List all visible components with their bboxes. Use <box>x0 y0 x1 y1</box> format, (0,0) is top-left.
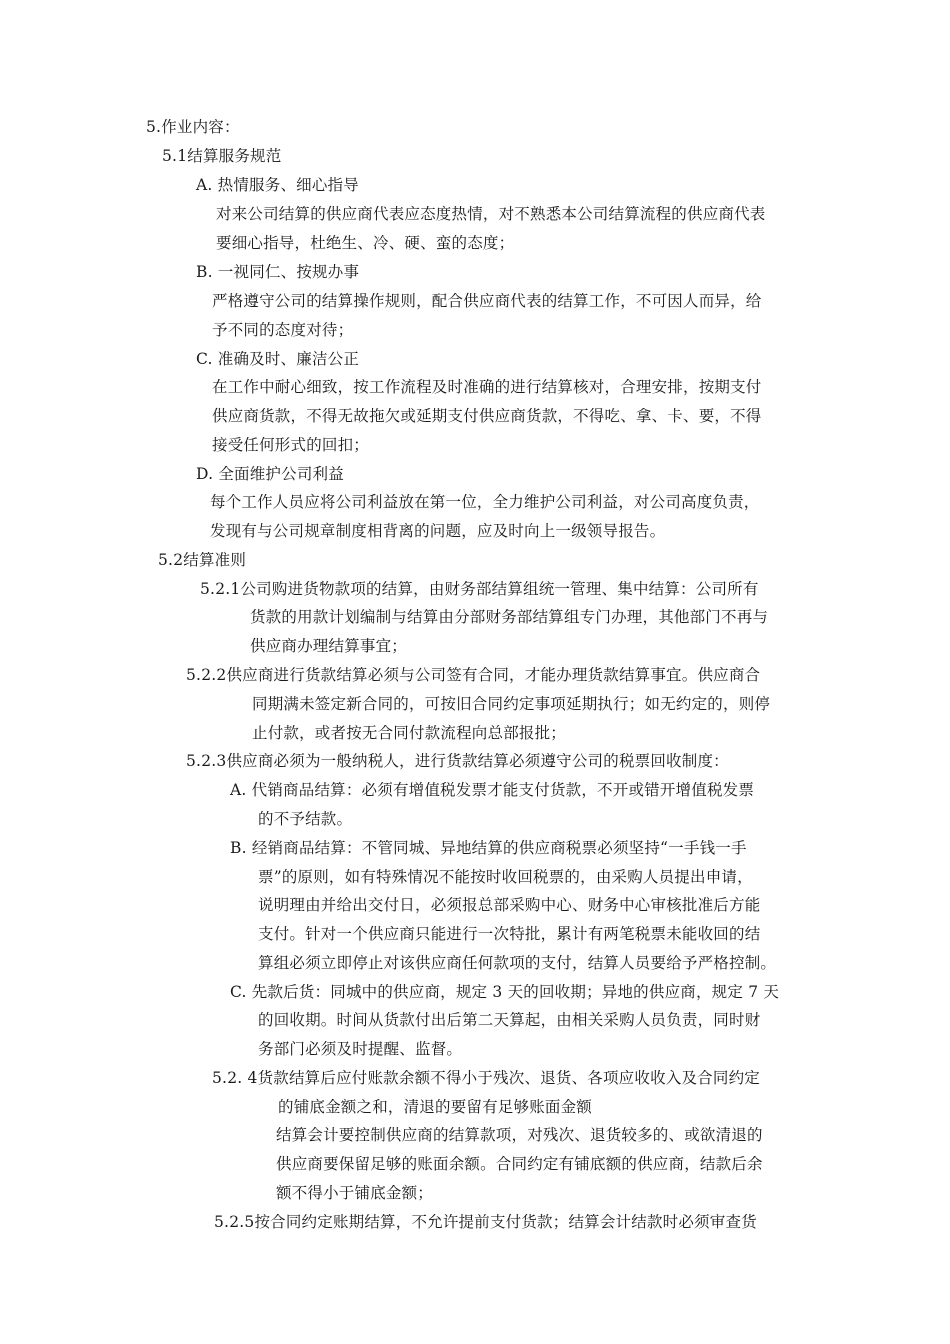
rule-5-2-2-line: 5.2.2供应商进行货款结算必须与公司签有合同，才能办理货款结算事宜。供应商合 <box>186 666 761 684</box>
rule-5-2-3-c-line: C. 先款后货：同城中的供应商，规定 3 天的回收期；异地的供应商，规定 7 天 <box>230 983 780 1001</box>
rule-5-2-3-b-line: 支付。针对一个供应商只能进行一次特批，累计有两笔税票未能收回的结 <box>258 925 761 943</box>
rule-5-2-2-line: 同期满未签定新合同的，可按旧合同约定事项延期执行；如无约定的，则停 <box>252 695 771 713</box>
rule-5-2-2-line: 止付款，或者按无合同付款流程向总部报批； <box>252 724 567 742</box>
rule-5-2-4-line: 结算会计要控制供应商的结算款项，对残次、退货较多的、或欲清退的 <box>276 1126 763 1144</box>
item-a-title: A. 热情服务、细心指导 <box>196 176 359 194</box>
item-b-line: 严格遵守公司的结算操作规则，配合供应商代表的结算工作，不可因人而异，给 <box>212 292 762 310</box>
rule-5-2-1-line: 5.2.1公司购进货物款项的结算，由财务部结算组统一管理、集中结算：公司所有 <box>200 580 759 598</box>
rule-5-2-3-b-line: 票”的原则，如有特殊情况不能按时收回税票的，由采购人员提出申请， <box>258 868 753 886</box>
rule-5-2-4-line: 额不得小于铺底金额； <box>276 1184 434 1202</box>
item-d-line: 每个工作人员应将公司利益放在第一位，全力维护公司利益，对公司高度负责， <box>210 493 760 511</box>
rule-5-2-3-a-line: A. 代销商品结算：必须有增值税发票才能支付货款，不开或错开增值税发票 <box>230 781 755 799</box>
section-title: 5.作业内容： <box>146 118 240 136</box>
rule-5-2-3-b-line: 算组必须立即停止对该供应商任何款项的支付，结算人员要给予严格控制。 <box>258 954 777 972</box>
rule-5-2-5-line: 5.2.5按合同约定账期结算，不允许提前支付货款；结算会计结款时必须审查货 <box>214 1213 757 1231</box>
item-b-line: 予不同的态度对待； <box>212 321 354 339</box>
heading-5-2: 5.2结算准则 <box>158 551 247 569</box>
rule-5-2-4-line: 的铺底金额之和，清退的要留有足够账面金额 <box>278 1098 593 1116</box>
rule-5-2-1-line: 供应商办理结算事宜； <box>250 637 408 655</box>
item-a-line: 对来公司结算的供应商代表应态度热情，对不熟悉本公司结算流程的供应商代表 <box>216 205 766 223</box>
item-d-title: D. 全面维护公司利益 <box>196 465 344 483</box>
item-d-line: 发现有与公司规章制度相背离的问题，应及时向上一级领导报告。 <box>210 522 666 540</box>
rule-5-2-3-title: 5.2.3供应商必须为一般纳税人，进行货款结算必须遵守公司的税票回收制度： <box>186 752 729 770</box>
rule-5-2-4-line: 5.2. 4货款结算后应付账款余额不得小于残次、退货、各项应收收入及合同约定 <box>212 1069 760 1087</box>
heading-5-1: 5.1结算服务规范 <box>162 147 282 165</box>
rule-5-2-4-line: 供应商要保留足够的账面余额。合同约定有铺底额的供应商，结款后余 <box>276 1155 763 1173</box>
item-b-title: B. 一视同仁、按规办事 <box>196 263 360 281</box>
item-c-line: 在工作中耐心细致，按工作流程及时准确的进行结算核对，合理安排，按期支付 <box>212 378 762 396</box>
rule-5-2-1-line: 货款的用款计划编制与结算由分部财务部结算组专门办理，其他部门不再与 <box>250 608 769 626</box>
rule-5-2-3-b-line: B. 经销商品结算：不管同城、异地结算的供应商税票必须坚持“一手钱一手 <box>230 839 747 857</box>
item-c-line: 接受任何形式的回扣； <box>212 436 370 454</box>
rule-5-2-3-c-line: 务部门必须及时提醒、监督。 <box>258 1040 463 1058</box>
item-a-line: 要细心指导，杜绝生、冷、硬、蛮的态度； <box>216 234 515 252</box>
rule-5-2-3-c-line: 的回收期。时间从货款付出后第二天算起，由相关采购人员负责，同时财 <box>258 1011 761 1029</box>
item-c-title: C. 准确及时、廉洁公正 <box>196 350 360 368</box>
rule-5-2-3-b-line: 说明理由并给出交付日，必须报总部采购中心、财务中心审核批准后方能 <box>258 896 761 914</box>
item-c-line: 供应商货款，不得无故拖欠或延期支付供应商货款，不得吃、拿、卡、要，不得 <box>212 407 762 425</box>
rule-5-2-3-a-line: 的不予结款。 <box>258 810 353 828</box>
